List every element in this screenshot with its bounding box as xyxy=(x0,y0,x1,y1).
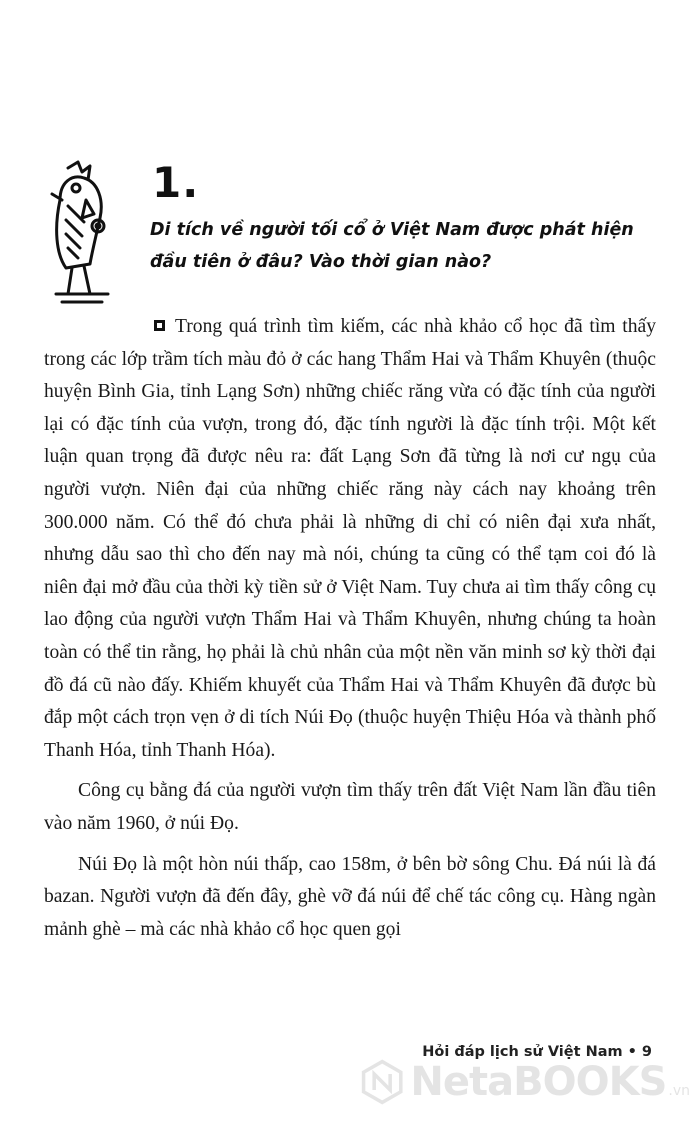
book-title: Hỏi đáp lịch sử Việt Nam xyxy=(422,1044,623,1060)
netabooks-logo-icon xyxy=(360,1057,404,1107)
question-number: 1. xyxy=(152,158,200,207)
watermark-suffix: .vn xyxy=(668,1083,690,1099)
question-title: Di tích về người tối cổ ở Việt Nam được phát hiện đầu tiên ở đâu? Vào thời gian nào? xyxy=(150,220,634,272)
paragraph-2: Công cụ bằng đá của người vượn tìm thấy trên đất Việt Nam lần đầu tiên vào năm 1960, ở núi Đọ. xyxy=(44,780,656,834)
watermark-brand: NetaBOOKS xyxy=(410,1059,667,1105)
answer-body xyxy=(44,311,656,954)
square-bullet-icon xyxy=(154,320,165,331)
footer-separator: • xyxy=(627,1044,637,1060)
page-number: 9 xyxy=(641,1044,652,1060)
paragraph-1-text: Trong quá trình tìm kiếm, các nhà khảo cổ học đã tìm thấy trong các lớp trầm tích màu đỏ ở các hang Thẩm Hai và Thẩm Khuyên (thuộc huyện Bình Gia, tỉnh Lạng Sơn) những chiếc răng vừa có đặc tính của người lại có đặc tính của vượn, trong đó, đặc tính người là đặc tính trội. Một kết luận quan trọng đã được nêu ra: đất Lạng Sơn đã từng là nơi cư ngụ của người vượn. Niên đại của những chiếc răng này cách nay khoảng trên 300.000 năm. Có thể đó chưa phải là những di chỉ có niên đại xưa nhất, nhưng dẫu sao thì cho đến nay mà nói, chúng ta cũng có thể tạm coi đó là niên đại mở đầu của thời kỳ tiền sử ở Việt Nam. Tuy chưa ai tìm thấy công cụ lao động của người vượn Thẩm Hai và Thẩm Khuyên, nhưng chúng ta hoàn toàn có thể tin rằng, họ phải là chủ nhân của một nền văn minh sơ kỳ thời đại đồ đá cũ nào đấy. Khiếm khuyết của Thẩm Hai và Thẩm Khuyên đã được bù đắp một cách trọn vẹn ở di tích Núi Đọ (thuộc huyện Thiệu Hóa và thành phố Thanh Hóa, tỉnh Thanh Hóa). xyxy=(44,316,656,761)
bird-figure-icon xyxy=(38,160,128,310)
watermark xyxy=(360,1052,690,1112)
paragraph-1 xyxy=(44,311,656,767)
paragraph-3: Núi Đọ là một hòn núi thấp, cao 158m, ở bên bờ sông Chu. Đá núi là đá bazan. Người vượn đã đến đây, ghè vỡ đá núi để chế tác công cụ. Hàng ngàn mảnh ghè – mà các nhà khảo cổ học quen gọi xyxy=(44,853,656,940)
